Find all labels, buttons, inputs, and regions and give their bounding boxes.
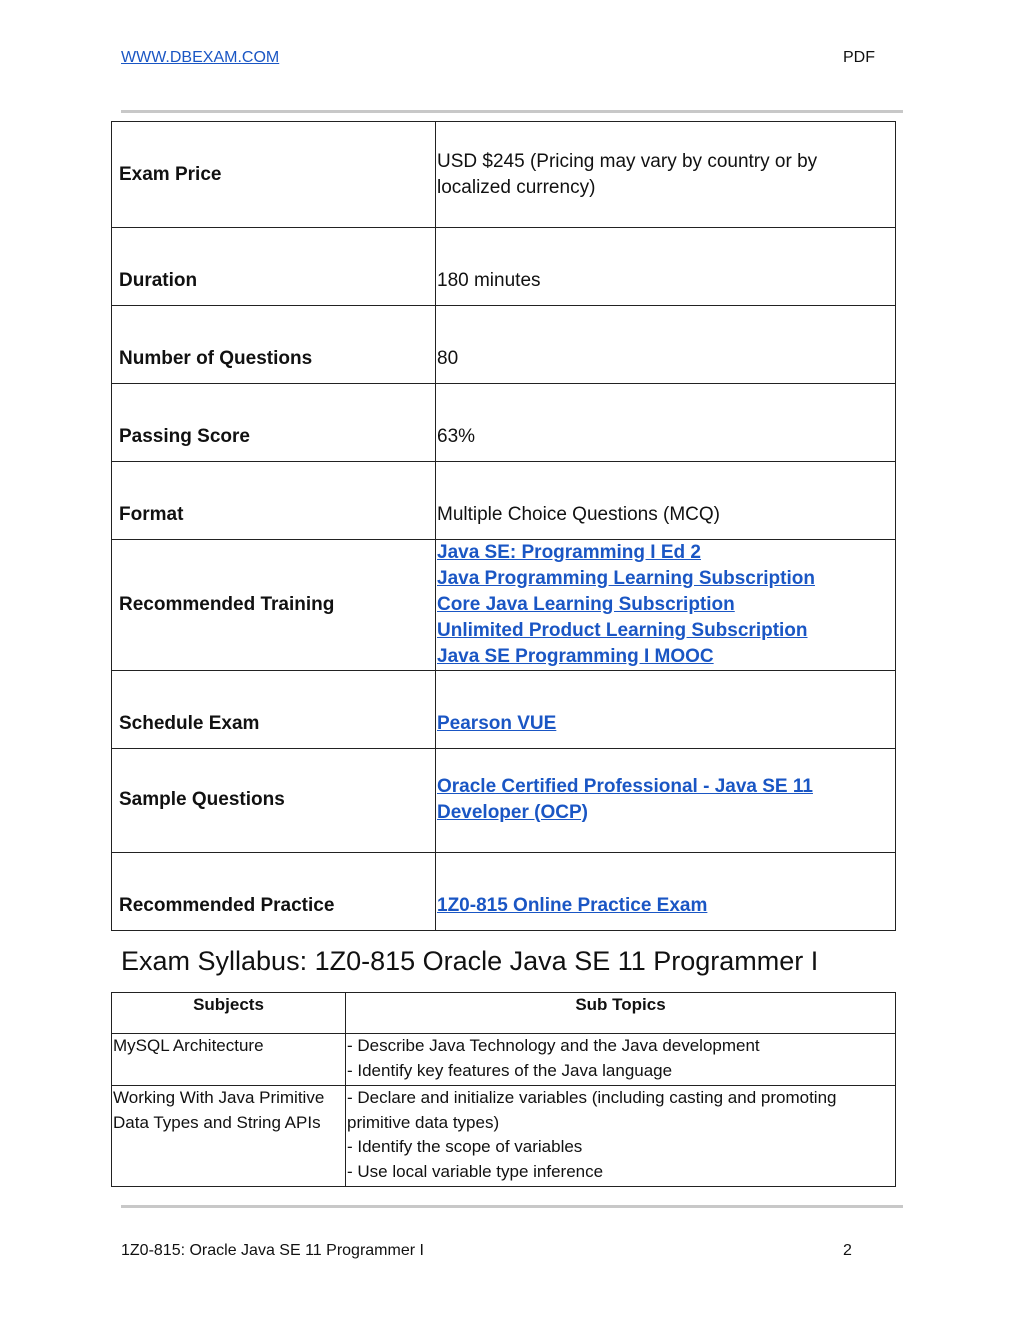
practice-exam-link[interactable]: 1Z0-815 Online Practice Exam bbox=[437, 895, 708, 916]
row-value: Multiple Choice Questions (MCQ) bbox=[436, 462, 896, 540]
exam-info-table bbox=[111, 121, 896, 931]
row-value bbox=[436, 671, 896, 749]
training-link[interactable]: Java Programming Learning Subscription bbox=[437, 568, 815, 589]
footer-title: 1Z0-815: Oracle Java SE 11 Programmer I bbox=[121, 1242, 424, 1259]
table-row bbox=[112, 749, 896, 853]
table-row bbox=[112, 853, 896, 931]
table-header-row bbox=[112, 993, 896, 1034]
sample-questions-link[interactable]: Oracle Certified Professional - Java SE 11 Developer (OCP) bbox=[437, 775, 813, 823]
page-number: 2 bbox=[843, 1242, 852, 1259]
training-links bbox=[436, 540, 896, 671]
format-label: PDF bbox=[843, 49, 875, 66]
row-value: USD $245 (Pricing may vary by country or by localized currency) bbox=[436, 122, 896, 228]
topics-cell bbox=[346, 1034, 896, 1086]
row-label: Exam Price bbox=[112, 122, 436, 228]
row-value: 80 bbox=[436, 306, 896, 384]
row-value: 63% bbox=[436, 384, 896, 462]
table-row bbox=[112, 306, 896, 384]
topic-item: - Declare and initialize variables (including casting and promoting primitive data types) bbox=[347, 1088, 837, 1132]
row-label: Format bbox=[112, 462, 436, 540]
syllabus-table bbox=[111, 992, 896, 1187]
table-row bbox=[112, 1034, 896, 1086]
table-row bbox=[112, 1086, 896, 1187]
training-link[interactable]: Java SE Programming I MOOC bbox=[437, 646, 714, 667]
subject-cell: MySQL Architecture bbox=[112, 1034, 346, 1086]
topics-cell bbox=[346, 1086, 896, 1187]
row-value bbox=[436, 853, 896, 931]
table-row bbox=[112, 671, 896, 749]
table-row bbox=[112, 122, 896, 228]
topic-item: - Describe Java Technology and the Java development bbox=[347, 1036, 760, 1055]
topic-item: - Use local variable type inference bbox=[347, 1161, 604, 1181]
row-label: Sample Questions bbox=[112, 749, 436, 853]
row-label: Number of Questions bbox=[112, 306, 436, 384]
table-row bbox=[112, 462, 896, 540]
syllabus-title: Exam Syllabus: 1Z0-815 Oracle Java SE 11 Programmer I bbox=[121, 946, 819, 976]
topic-item: - Identify the scope of variables bbox=[347, 1137, 583, 1156]
table-row bbox=[112, 384, 896, 462]
row-value: 180 minutes bbox=[436, 228, 896, 306]
topic-item: - Identify key features of the Java language bbox=[347, 1060, 673, 1080]
subject-cell: Working With Java Primitive Data Types and String APIs bbox=[112, 1086, 346, 1187]
column-header-subjects: Subjects bbox=[112, 993, 346, 1034]
footer-divider bbox=[121, 1205, 903, 1208]
table-row bbox=[112, 540, 896, 671]
training-link[interactable]: Java SE: Programming I Ed 2 bbox=[437, 542, 701, 563]
column-header-subtopics: Sub Topics bbox=[346, 993, 896, 1034]
row-label: Passing Score bbox=[112, 384, 436, 462]
row-label: Duration bbox=[112, 228, 436, 306]
header-divider bbox=[121, 110, 903, 113]
row-label: Recommended Training bbox=[112, 540, 436, 671]
table-row bbox=[112, 228, 896, 306]
row-value bbox=[436, 749, 896, 853]
site-link[interactable]: WWW.DBEXAM.COM bbox=[121, 49, 280, 66]
row-label: Recommended Practice bbox=[112, 853, 436, 931]
row-label: Schedule Exam bbox=[112, 671, 436, 749]
training-link[interactable]: Unlimited Product Learning Subscription bbox=[437, 620, 808, 641]
training-link[interactable]: Core Java Learning Subscription bbox=[437, 594, 735, 615]
pearson-vue-link[interactable]: Pearson VUE bbox=[437, 713, 557, 734]
